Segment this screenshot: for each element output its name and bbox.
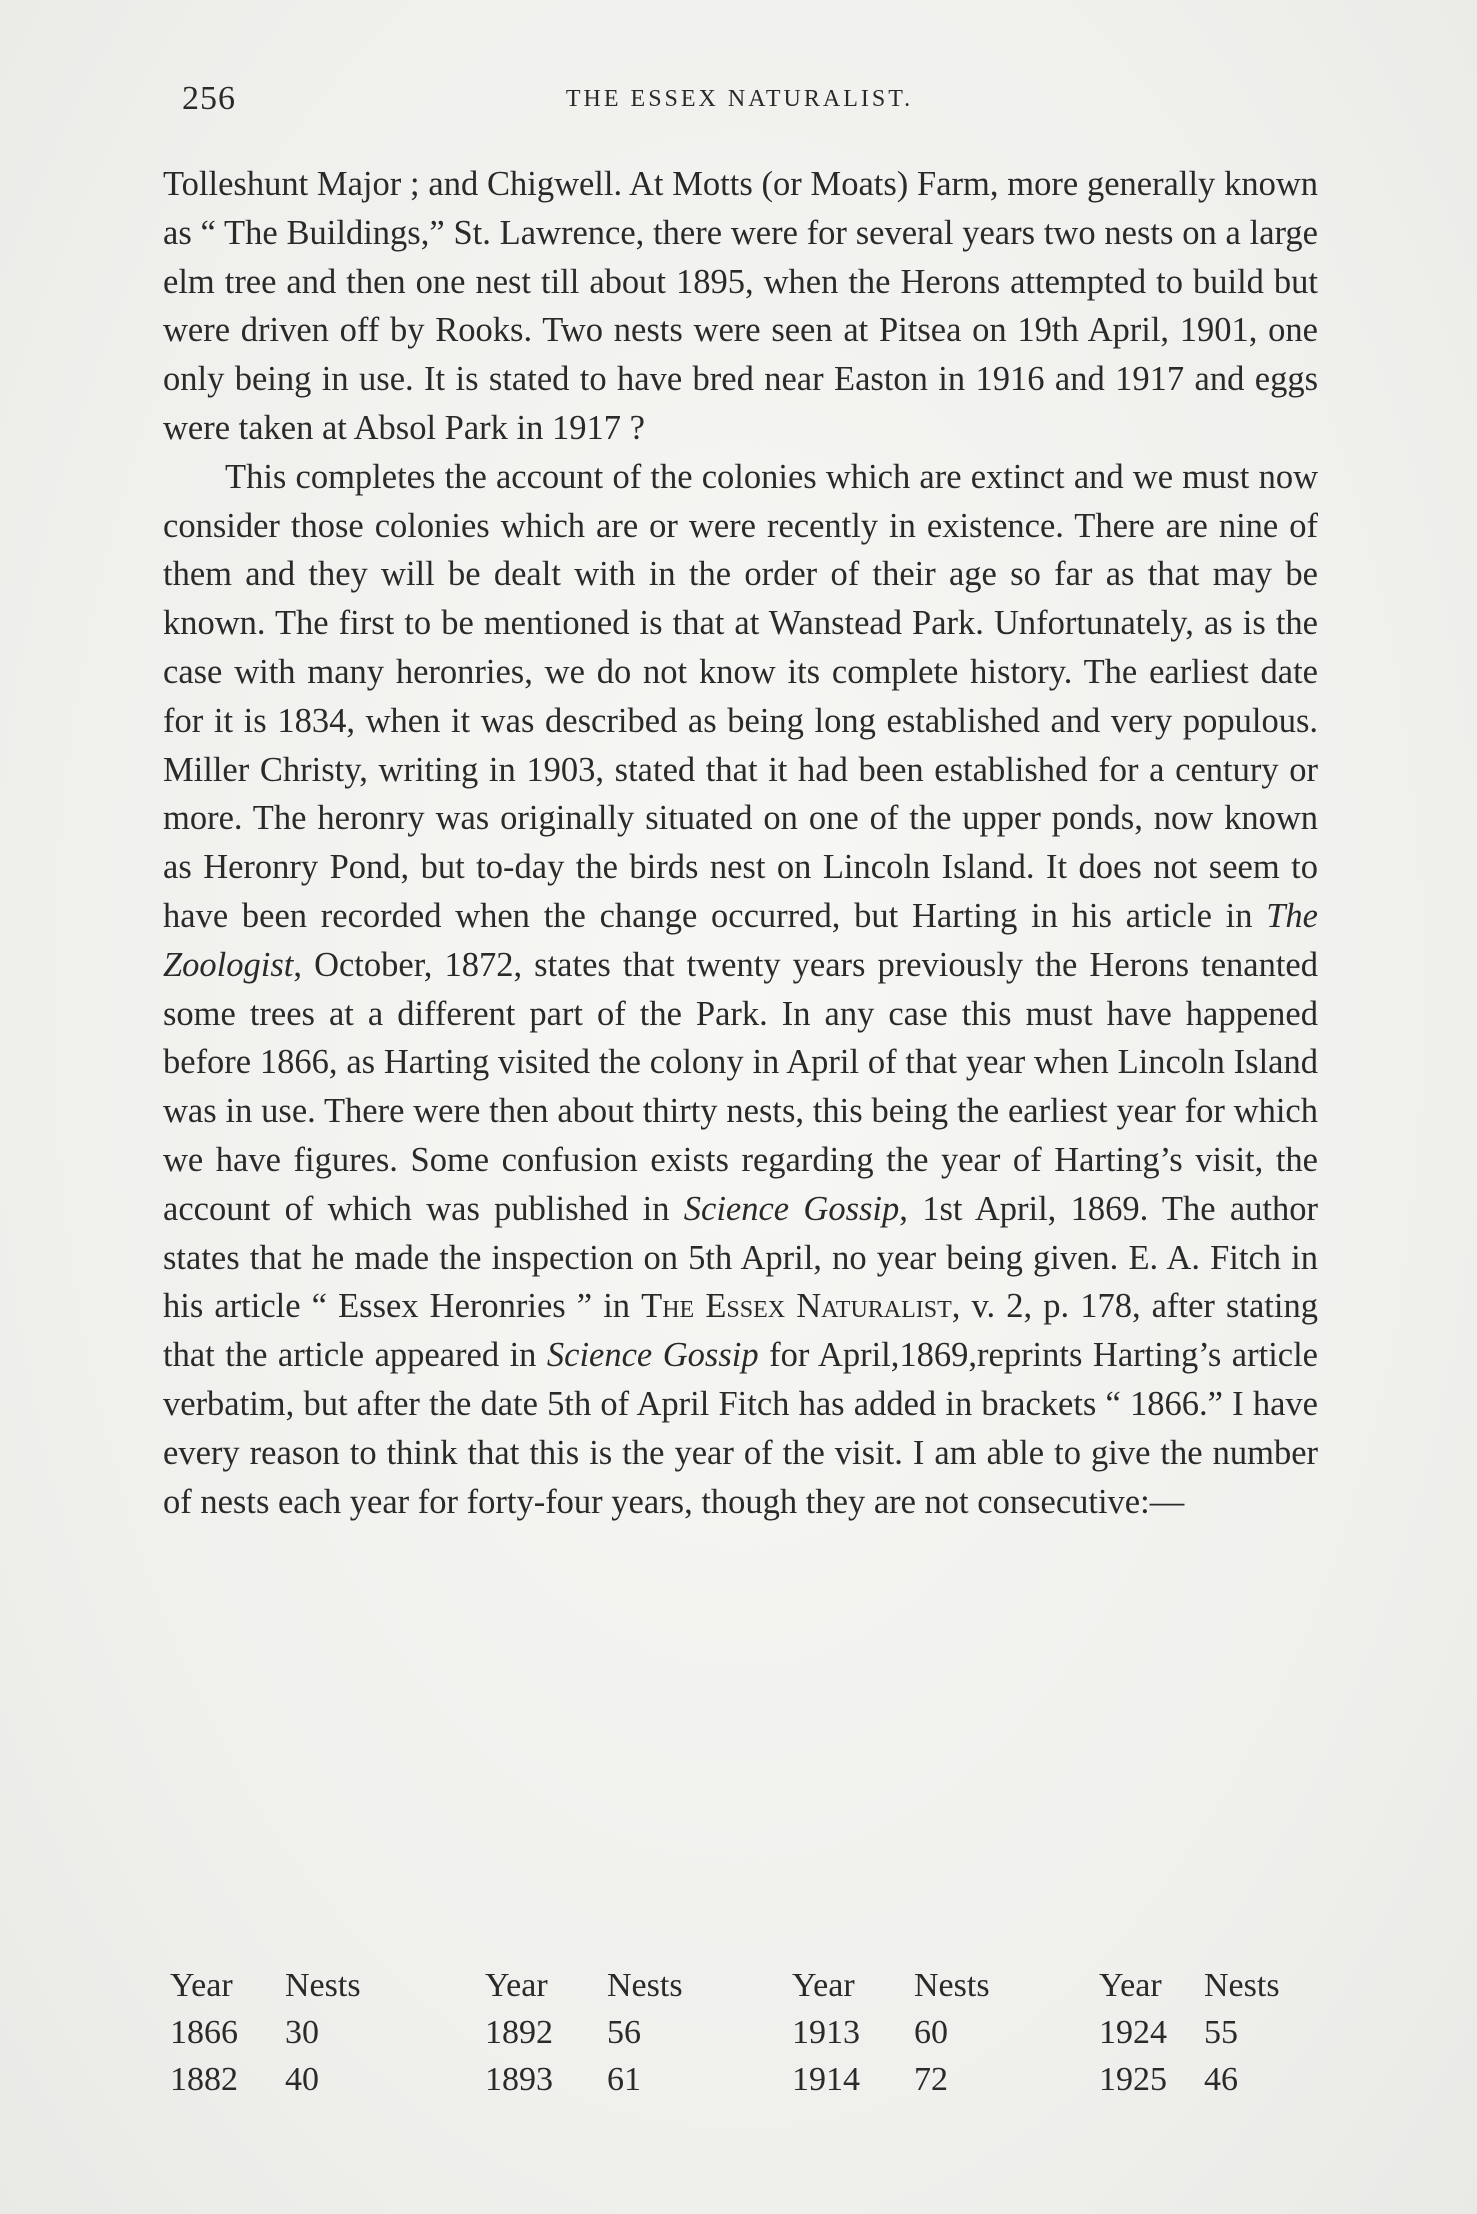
- page-number: 256: [182, 80, 236, 117]
- page-header: [162, 80, 1317, 130]
- italic-title: The Zoologist: [163, 896, 1318, 984]
- year-cell: 1914: [792, 2060, 860, 2098]
- nests-cell: 61: [607, 2060, 641, 2098]
- italic-title: Science Gossip: [683, 1189, 900, 1228]
- text-run: , October, 1872, states that twenty years previously the Herons tenanted some trees at a different part of the Park. In any case this must have happened before 1866, as Harting visited the colony in April of that year when Lincoln Island was in use. There were then about thirty nests, this being the earliest year for which we have figures. Some confusion exists regarding the year of Harting’s visit, the account of which was published in: [163, 945, 1318, 1228]
- text-run: Tolleshunt Major ; and Chigwell. At Motts (or Moats) Farm, more generally known as “ The Buildings,” St. Lawrence, there were for several years two nests on a large elm tree and then one nest till about 1895, when the Herons attempted to build but were driven off by Rooks. Two nests were seen at Pitsea on 19th April, 1901, one only being in use. It is stated to have bred near Easton in 1916 and 1917 and eggs were taken at Absol Park in 1917 ?: [163, 165, 1318, 447]
- year-cell: 1892: [485, 2013, 553, 2051]
- nests-cell: 72: [914, 2060, 948, 2098]
- nests-cell: 46: [1204, 2060, 1238, 2098]
- text-run: , 1st April, 1869. The author states that he made the inspection on 5th April, no year being given. E. A. Fitch in his article “ Essex Heronries ” in: [163, 1189, 1318, 1326]
- italic-title: Science Gossip: [546, 1336, 759, 1375]
- text-run: for April,1869,reprints Harting’s article verbatim, but after the date 5th of April Fitch has added in brackets “ 1866.” I have every reason to think that this is the year of the visit. I am able to give the number of nests each year for forty-four years, though they are not consecutive:—: [163, 1336, 1318, 1521]
- year-cell: 1925: [1099, 2060, 1167, 2098]
- small-caps-title: The Essex Naturalist: [641, 1287, 952, 1326]
- year-cell: 1882: [170, 2060, 238, 2098]
- text-run: This completes the account of the colonies which are extinct and we must now consider those colonies which are or were recently in existence. There are nine of them and they will be dealt with in the order of their age so far as that may be known. The first to be mentioned is that at Wanstead Park. Unfortunately, as is the case with many heronries, we do not know its complete history. The earliest date for it is 1834, when it was described as being long established and very populous. Miller Christy, writing in 1903, stated that it had been established for a century or more. The heronry was originally situated on one of the upper ponds, now known as Heronry Pond, but to-day the birds nest on Lincoln Island. It does not seem to have been recorded when the change occurred, but Harting in his article in: [163, 457, 1318, 935]
- nests-cell: 30: [285, 2013, 319, 2051]
- table-header-row: [170, 1962, 1325, 2009]
- text-run: , v. 2, p. 178, after stating that the article appeared in: [163, 1287, 1318, 1375]
- year-cell: 1866: [170, 2013, 238, 2051]
- column-header: Year: [792, 1966, 855, 2004]
- year-cell: 1893: [485, 2060, 553, 2098]
- column-header: Nests: [1204, 1966, 1280, 2004]
- nests-cell: 55: [1204, 2013, 1238, 2051]
- table-row: [170, 2056, 1325, 2103]
- column-header: Year: [485, 1966, 548, 2004]
- body-text: [163, 160, 1318, 1526]
- column-header: Year: [1099, 1966, 1162, 2004]
- column-header: Nests: [607, 1966, 683, 2004]
- nests-cell: 60: [914, 2013, 948, 2051]
- nests-cell: 56: [607, 2013, 641, 2051]
- nests-cell: 40: [285, 2060, 319, 2098]
- paragraph: [163, 453, 1318, 1527]
- paragraph: [163, 160, 1318, 453]
- running-head: THE ESSEX NATURALIST.: [565, 86, 914, 112]
- year-cell: 1913: [792, 2013, 860, 2051]
- column-header: Nests: [285, 1966, 361, 2004]
- column-header: Year: [170, 1966, 233, 2004]
- nest-count-table: [170, 1962, 1325, 2103]
- year-cell: 1924: [1099, 2013, 1167, 2051]
- table-row: [170, 2009, 1325, 2056]
- column-header: Nests: [914, 1966, 990, 2004]
